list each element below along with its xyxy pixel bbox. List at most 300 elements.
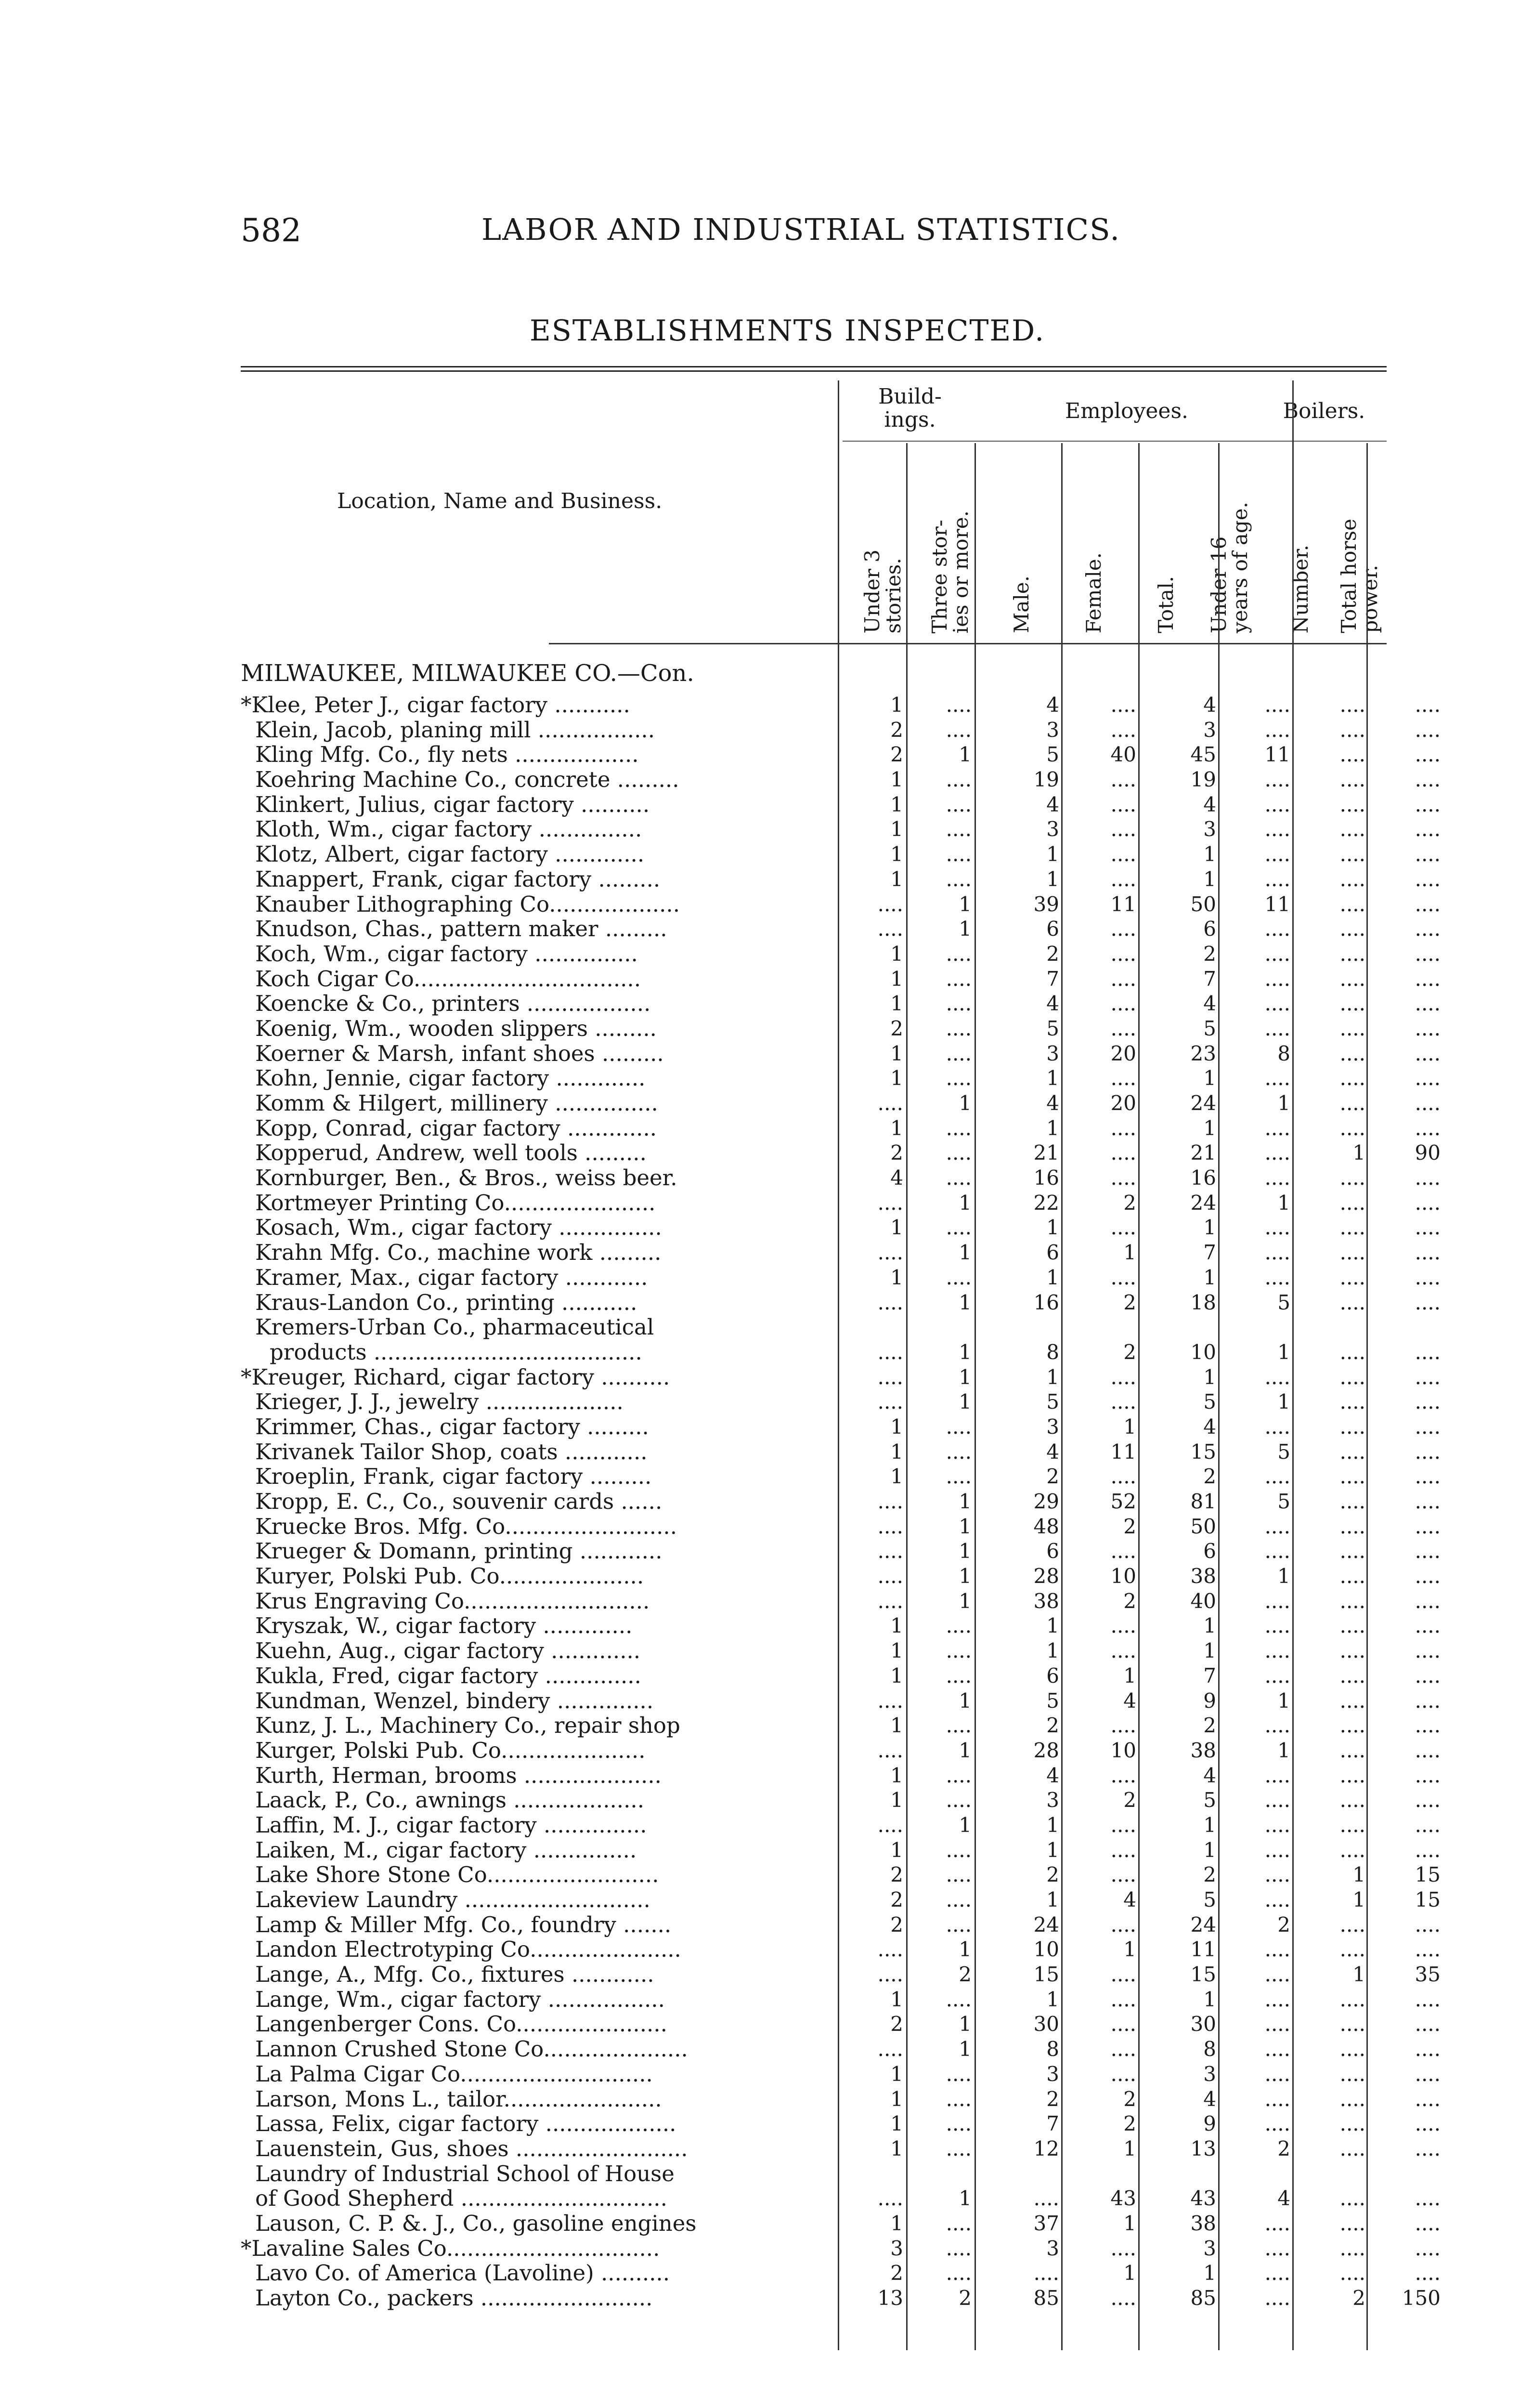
female-cell: ....	[1110, 2062, 1136, 2086]
under-16-cell: 2	[1277, 1912, 1290, 1937]
table-row	[241, 2012, 1441, 2037]
under-3-stories-cell: ....	[877, 1241, 903, 1265]
under-16-cell: ....	[1264, 792, 1290, 816]
male-cell: 38	[1033, 1589, 1059, 1613]
three-stories-or-more-cell: 1	[959, 1514, 972, 1538]
under-3-stories-cell: 1	[890, 792, 903, 816]
total-cell: 5	[1203, 1788, 1216, 1812]
establishment-name: Kurth, Herman, brooms ....................	[255, 1763, 662, 1788]
total-cell: 16	[1190, 1166, 1216, 1190]
total-cell: 43	[1190, 2186, 1216, 2211]
establishment-name: Lange, A., Mfg. Co., fixtures ............	[255, 1962, 654, 1987]
under-3-stories-cell: ....	[877, 1937, 903, 1962]
boiler-number-cell: ....	[1339, 1166, 1365, 1190]
establishment-name: Kremers-Urban Co., pharmaceutical	[255, 1315, 654, 1340]
total-cell: 38	[1190, 1564, 1216, 1588]
boiler-number-cell: ....	[1339, 1688, 1365, 1713]
establishment-name: Kryszak, W., cigar factory .............	[255, 1613, 633, 1639]
boiler-number-cell: ....	[1339, 1589, 1365, 1613]
horse-power-cell: 90	[1415, 1141, 1441, 1165]
table-row	[241, 1315, 1387, 1340]
boiler-number-cell: ....	[1339, 992, 1365, 1016]
total-cell: 4	[1203, 992, 1216, 1016]
under-16-cell: ....	[1264, 2286, 1290, 2310]
three-stories-or-more-cell: ....	[946, 1116, 972, 1140]
boiler-number-cell: ....	[1339, 1066, 1365, 1090]
table-row	[241, 2186, 1441, 2211]
male-cell: ....	[1033, 2186, 1059, 2211]
under-3-stories-cell: 1	[890, 1987, 903, 2011]
under-3-stories-cell: 2	[890, 2261, 903, 2285]
total-cell: 11	[1190, 1937, 1216, 1962]
female-cell: ....	[1110, 2236, 1136, 2260]
three-stories-or-more-cell: ....	[946, 693, 972, 717]
under-3-stories-cell: 1	[890, 1265, 903, 1289]
table-row	[241, 717, 1441, 743]
under-16-cell: 1	[1277, 1340, 1290, 1364]
total-cell: 1	[1203, 1216, 1216, 1240]
boiler-number-cell: ....	[1339, 1564, 1365, 1588]
male-cell: 16	[1033, 1166, 1059, 1190]
female-cell: ....	[1110, 768, 1136, 792]
establishment-name: Lannon Crushed Stone Co.....................	[255, 2037, 688, 2062]
boiler-number-cell: ....	[1339, 1390, 1365, 1414]
under-16-cell: ....	[1264, 1539, 1290, 1563]
horse-power-cell: ....	[1415, 1116, 1441, 1140]
male-cell: 22	[1033, 1191, 1059, 1215]
female-cell: 4	[1123, 1888, 1136, 1911]
table-row	[241, 991, 1441, 1016]
table-row	[241, 817, 1441, 842]
female-cell: 1	[1123, 2136, 1136, 2160]
establishment-name: Kuryer, Polski Pub. Co.....................	[255, 1564, 644, 1589]
total-cell: 45	[1190, 743, 1216, 767]
boiler-number-cell: ....	[1339, 1365, 1365, 1389]
establishment-name: Krimmer, Chas., cigar factory .........	[255, 1414, 649, 1440]
female-cell: 2	[1123, 2087, 1136, 2111]
boiler-number-cell: ....	[1339, 1738, 1365, 1762]
female-cell: 20	[1110, 1091, 1136, 1115]
table-row	[241, 1091, 1441, 1116]
boiler-number-cell: ....	[1339, 942, 1365, 966]
table-row	[241, 2161, 1387, 2186]
under-16-cell: ....	[1264, 1514, 1290, 1538]
total-cell: 23	[1190, 1041, 1216, 1065]
under-16-cell: ....	[1264, 817, 1290, 841]
female-cell: ....	[1110, 1141, 1136, 1165]
horse-power-cell: ....	[1415, 1066, 1441, 1090]
total-cell: 7	[1203, 1663, 1216, 1688]
boiler-number-cell: ....	[1339, 1016, 1365, 1040]
horse-power-cell: ....	[1415, 1265, 1441, 1289]
female-cell: 43	[1110, 2186, 1136, 2211]
table-row	[241, 1862, 1441, 1888]
under-3-stories-cell: 2	[890, 1888, 903, 1911]
female-cell: ....	[1110, 1539, 1136, 1563]
establishment-name: Kortmeyer Printing Co......................	[255, 1190, 656, 1216]
horse-power-cell: ....	[1415, 1763, 1441, 1787]
horse-power-cell: ....	[1415, 1490, 1441, 1513]
under-3-stories-cell: ....	[877, 1091, 903, 1115]
male-cell: 39	[1033, 892, 1059, 916]
horse-power-cell: ....	[1415, 1987, 1441, 2011]
total-cell: 4	[1203, 693, 1216, 717]
horse-power-cell: ....	[1415, 768, 1441, 792]
boiler-number-cell: ....	[1339, 1440, 1365, 1464]
male-cell: 85	[1033, 2286, 1059, 2310]
three-stories-or-more-cell: ....	[946, 1066, 972, 1090]
establishment-name: Koch, Wm., cigar factory ...............	[255, 941, 638, 967]
boiler-number-cell: ....	[1339, 1091, 1365, 1115]
under-3-stories-cell: 2	[890, 1016, 903, 1040]
male-cell: 4	[1046, 992, 1059, 1016]
male-cell: 12	[1033, 2136, 1059, 2160]
under-16-cell: ....	[1264, 2261, 1290, 2285]
table-row	[241, 1339, 1441, 1365]
three-stories-or-more-cell: 1	[959, 1564, 972, 1588]
three-stories-or-more-cell: ....	[946, 2211, 972, 2235]
region-heading: MILWAUKEE, MILWAUKEE CO.—Con.	[241, 660, 694, 687]
female-cell: ....	[1110, 1066, 1136, 1090]
female-cell: 2	[1123, 1290, 1136, 1314]
horse-power-cell: ....	[1415, 1738, 1441, 1762]
under-3-stories-cell: ....	[877, 1191, 903, 1215]
section-title: ESTABLISHMENTS INSPECTED.	[530, 314, 1045, 348]
total-cell: 1	[1203, 2261, 1216, 2285]
boiler-number-cell: ....	[1339, 1465, 1365, 1489]
establishment-name: Lamp & Miller Mfg. Co., foundry .......	[255, 1912, 672, 1937]
boiler-number-cell: ....	[1339, 1116, 1365, 1140]
three-stories-or-more-cell: ....	[946, 867, 972, 891]
total-cell: 8	[1203, 2037, 1216, 2061]
horse-power-cell: ....	[1415, 2087, 1441, 2111]
male-cell: 4	[1046, 693, 1059, 717]
male-cell: 1	[1046, 1888, 1059, 1911]
total-cell: 1	[1203, 1838, 1216, 1862]
total-cell: 5	[1203, 1888, 1216, 1911]
three-stories-or-more-cell: 2	[959, 1963, 972, 1987]
female-cell: 2	[1123, 1788, 1136, 1812]
horse-power-cell: ....	[1415, 1290, 1441, 1314]
total-cell: 4	[1203, 1763, 1216, 1787]
under-16-cell: ....	[1264, 2087, 1290, 2111]
under-16-cell: ....	[1264, 1016, 1290, 1040]
horse-power-cell: ....	[1415, 1813, 1441, 1837]
establishment-name: Kling Mfg. Co., fly nets ..................	[255, 742, 639, 768]
boiler-number-cell: ....	[1339, 743, 1365, 767]
establishment-name: Koch Cigar Co.................................	[255, 966, 641, 992]
under-3-stories-cell: 2	[890, 718, 903, 742]
under-16-cell: ....	[1264, 1141, 1290, 1165]
three-stories-or-more-cell: ....	[946, 1414, 972, 1439]
under-3-stories-cell: 13	[877, 2286, 903, 2310]
under-16-cell: ....	[1264, 1465, 1290, 1489]
total-cell: 9	[1203, 2112, 1216, 2136]
under-16-cell: ....	[1264, 867, 1290, 891]
under-3-stories-cell: 1	[890, 1663, 903, 1688]
female-cell: ....	[1110, 1365, 1136, 1389]
header-bottom-rule	[549, 643, 1387, 644]
three-stories-or-more-cell: ....	[946, 1614, 972, 1638]
male-cell: 1	[1046, 1838, 1059, 1862]
table-row	[241, 2261, 1441, 2286]
establishment-name: Kropp, E. C., Co., souvenir cards ......	[255, 1489, 663, 1514]
under-3-stories-cell: 1	[890, 1041, 903, 1065]
establishment-name: Lake Shore Stone Co.........................	[255, 1862, 659, 1888]
female-cell: ....	[1110, 967, 1136, 991]
under-16-cell: ....	[1264, 1788, 1290, 1812]
under-16-header: Under 16 years of age.	[1207, 502, 1252, 633]
horse-power-cell: ....	[1415, 1937, 1441, 1962]
boiler-number-cell: ....	[1339, 1539, 1365, 1563]
total-cell: 2	[1203, 942, 1216, 966]
three-stories-or-more-cell: 1	[959, 1937, 972, 1962]
total-cell: 2	[1203, 1714, 1216, 1738]
under-3-stories-cell: 1	[890, 2112, 903, 2136]
three-stories-or-more-cell: ....	[946, 1838, 972, 1862]
boiler-number-cell: ....	[1339, 817, 1365, 841]
total-cell: 4	[1203, 792, 1216, 816]
female-cell: ....	[1110, 1912, 1136, 1937]
three-stories-or-more-cell: ....	[946, 1016, 972, 1040]
horse-power-cell: ....	[1415, 1414, 1441, 1439]
male-cell: 28	[1033, 1738, 1059, 1762]
table-row	[241, 1887, 1441, 1912]
table-row	[241, 1439, 1441, 1465]
horse-power-cell: ....	[1415, 2012, 1441, 2036]
establishment-name: Lakeview Laundry ...........................	[255, 1887, 650, 1912]
female-cell: 1	[1123, 1663, 1136, 1688]
under-3-stories-cell: 1	[890, 1066, 903, 1090]
table-row	[241, 1240, 1441, 1265]
boiler-number-cell: ....	[1339, 1290, 1365, 1314]
female-cell: ....	[1110, 942, 1136, 966]
horse-power-cell: 35	[1415, 1963, 1441, 1987]
horse-power-cell: ....	[1415, 1016, 1441, 1040]
horse-power-cell: ....	[1415, 1390, 1441, 1414]
three-stories-or-more-cell: ....	[946, 1788, 972, 1812]
three-stories-or-more-cell: ....	[946, 1763, 972, 1787]
page-header	[241, 212, 1348, 255]
horse-power-cell: ....	[1415, 1166, 1441, 1190]
under-16-cell: ....	[1264, 1589, 1290, 1613]
total-cell: 1	[1203, 1116, 1216, 1140]
horse-power-cell: ....	[1415, 1191, 1441, 1215]
three-stories-or-more-cell: ....	[946, 1863, 972, 1887]
under-16-cell: ....	[1264, 1639, 1290, 1663]
male-cell: 6	[1046, 1241, 1059, 1265]
under-16-cell: 1	[1277, 1191, 1290, 1215]
horse-power-cell: ....	[1415, 1912, 1441, 1937]
boiler-number-cell: ....	[1339, 1987, 1365, 2011]
boiler-number-cell: ....	[1339, 768, 1365, 792]
horse-power-cell: ....	[1415, 2236, 1441, 2260]
total-cell: 18	[1190, 1290, 1216, 1314]
under-16-cell: ....	[1264, 1763, 1290, 1787]
male-cell: 1	[1046, 842, 1059, 866]
under-3-stories-cell: 2	[890, 1141, 903, 1165]
male-cell: 3	[1046, 1041, 1059, 1065]
table-row	[241, 916, 1441, 942]
table-row	[241, 1389, 1441, 1414]
total-cell: 10	[1190, 1340, 1216, 1364]
male-cell: 4	[1046, 792, 1059, 816]
under-16-cell: 11	[1264, 743, 1290, 767]
boiler-number-cell: 1	[1352, 1141, 1365, 1165]
establishment-name: Kukla, Fred, cigar factory ..............	[255, 1663, 641, 1688]
table-row	[241, 2111, 1441, 2136]
total-cell: 2	[1203, 1465, 1216, 1489]
boiler-number-cell: ....	[1339, 2211, 1365, 2235]
male-cell: 15	[1033, 1963, 1059, 1987]
horse-power-cell: ....	[1415, 1663, 1441, 1688]
under-3-stories-cell: 1	[890, 842, 903, 866]
three-stories-or-more-cell: 1	[959, 2012, 972, 2036]
female-cell: 4	[1123, 1688, 1136, 1713]
total-cell: 5	[1203, 1016, 1216, 1040]
horse-power-cell: ....	[1415, 2062, 1441, 2086]
male-cell: 4	[1046, 1440, 1059, 1464]
under-16-cell: 1	[1277, 1738, 1290, 1762]
female-cell: ....	[1110, 1465, 1136, 1489]
under-16-cell: 5	[1277, 1290, 1290, 1314]
table-row	[241, 2061, 1441, 2087]
under-16-cell: ....	[1264, 1066, 1290, 1090]
under-3-stories-cell: 1	[890, 2062, 903, 2086]
under-3-stories-cell: 4	[890, 1166, 903, 1190]
total-cell: 1	[1203, 1813, 1216, 1837]
horse-power-cell: ....	[1415, 792, 1441, 816]
under-16-cell: ....	[1264, 1863, 1290, 1887]
horse-power-cell: ....	[1415, 1340, 1441, 1364]
boiler-number-cell: ....	[1339, 1763, 1365, 1787]
three-stories-or-more-cell: ....	[946, 2236, 972, 2260]
boiler-number-cell: ....	[1339, 1663, 1365, 1688]
total-cell: 13	[1190, 2136, 1216, 2160]
three-stories-or-more-cell: 1	[959, 1241, 972, 1265]
under-3-stories-cell: ....	[877, 1340, 903, 1364]
establishment-name: Krahn Mfg. Co., machine work .........	[255, 1240, 662, 1265]
male-cell: 2	[1046, 1863, 1059, 1887]
table-row	[241, 1140, 1441, 1166]
table-row	[241, 2086, 1441, 2112]
establishment-name: Kroeplin, Frank, cigar factory .........	[255, 1464, 652, 1490]
three-stories-or-more-cell: 1	[959, 1738, 972, 1762]
under-3-stories-cell: ....	[877, 1390, 903, 1414]
male-cell: 7	[1046, 2112, 1059, 2136]
three-stories-or-more-cell: 1	[959, 1589, 972, 1613]
under-16-cell: ....	[1264, 2012, 1290, 2036]
female-cell: 1	[1123, 2261, 1136, 2285]
total-cell: 4	[1203, 2087, 1216, 2111]
boiler-number-cell: ....	[1339, 2012, 1365, 2036]
female-cell: ....	[1110, 1216, 1136, 1240]
boiler-number-cell: ....	[1339, 1490, 1365, 1513]
boiler-number-cell: ....	[1339, 2037, 1365, 2061]
under-16-cell: ....	[1264, 1663, 1290, 1688]
establishment-name: Lassa, Felix, cigar factory ...................	[255, 2111, 676, 2136]
under-16-cell: ....	[1264, 1838, 1290, 1862]
establishment-name: Lauson, C. P. &. J., Co., gasoline engines	[255, 2211, 697, 2236]
male-cell: 6	[1046, 1663, 1059, 1688]
horse-power-cell: ....	[1415, 1688, 1441, 1713]
location-column-header: Location, Name and Business.	[337, 489, 663, 513]
total-cell: 7	[1203, 1241, 1216, 1265]
under-3-stories-cell: ....	[877, 1738, 903, 1762]
three-stories-or-more-cell: ....	[946, 1987, 972, 2011]
under-16-cell: ....	[1264, 842, 1290, 866]
under-3-stories-cell: 1	[890, 1763, 903, 1787]
under-3-stories-cell: 1	[890, 768, 903, 792]
boiler-number-cell: 2	[1352, 2286, 1365, 2310]
boiler-number-cell: ....	[1339, 693, 1365, 717]
boiler-number-cell: ....	[1339, 1514, 1365, 1538]
male-cell: 4	[1046, 1763, 1059, 1787]
table-row	[241, 1588, 1441, 1614]
under-16-cell: 2	[1277, 2136, 1290, 2160]
establishment-name: Kundman, Wenzel, bindery ..............	[255, 1688, 654, 1714]
three-stories-or-more-cell: 1	[959, 1191, 972, 1215]
horse-power-cell: ....	[1415, 917, 1441, 941]
establishment-name: Kosach, Wm., cigar factory ...............	[255, 1215, 662, 1241]
under-3-stories-cell: 1	[890, 1465, 903, 1489]
table-row	[241, 1190, 1441, 1216]
under-16-cell: ....	[1264, 1265, 1290, 1289]
under-3-stories-cell: ....	[877, 917, 903, 941]
horse-power-cell: ....	[1415, 2186, 1441, 2211]
female-cell: 1	[1123, 1937, 1136, 1962]
establishment-name: Koehring Machine Co., concrete .........	[255, 767, 679, 792]
male-cell: 5	[1046, 1390, 1059, 1414]
boiler-number-cell: ....	[1339, 2261, 1365, 2285]
three-stories-or-more-cell: 2	[959, 2286, 972, 2310]
horse-power-cell: ....	[1415, 1365, 1441, 1389]
under-3-stories-cell: 1	[890, 693, 903, 717]
three-stories-or-more-cell: ....	[946, 1141, 972, 1165]
female-cell: 1	[1123, 1241, 1136, 1265]
establishment-name: Kunz, J. L., Machinery Co., repair shop	[255, 1713, 680, 1738]
establishment-name: Klotz, Albert, cigar factory .............	[255, 842, 645, 867]
female-cell: ....	[1110, 2037, 1136, 2061]
buildings-group-header: Build- ings.	[878, 384, 942, 432]
three-stories-or-more-cell: 1	[959, 1813, 972, 1837]
three-stories-or-more-cell: ....	[946, 992, 972, 1016]
horse-power-cell: ....	[1415, 2037, 1441, 2061]
total-cell: 38	[1190, 1738, 1216, 1762]
male-cell: 28	[1033, 1564, 1059, 1588]
female-cell: 2	[1123, 1589, 1136, 1613]
three-stories-or-more-cell: ....	[946, 2136, 972, 2160]
three-stories-or-more-cell: ....	[946, 768, 972, 792]
total-cell: 1	[1203, 867, 1216, 891]
table-row	[241, 1987, 1441, 2012]
female-cell: 1	[1123, 1414, 1136, 1439]
male-cell: 1	[1046, 1813, 1059, 1837]
establishment-name: Lavo Co. of America (Lavoline) ..........	[255, 2261, 670, 2286]
three-stories-or-more-cell: ....	[946, 1465, 972, 1489]
establishment-name: *Kreuger, Richard, cigar factory ..........	[241, 1364, 670, 1390]
boiler-number-cell: ....	[1339, 842, 1365, 866]
horse-power-cell: ....	[1415, 1614, 1441, 1638]
boiler-number-cell: ....	[1339, 1614, 1365, 1638]
boiler-number-cell: ....	[1339, 2087, 1365, 2111]
male-cell: 29	[1033, 1490, 1059, 1513]
table-row	[241, 1215, 1441, 1241]
boiler-number-header: Number.	[1289, 544, 1312, 633]
table-top-rule	[241, 366, 1387, 372]
under-3-stories-cell: 1	[890, 1639, 903, 1663]
under-3-stories-cell: ....	[877, 1290, 903, 1314]
